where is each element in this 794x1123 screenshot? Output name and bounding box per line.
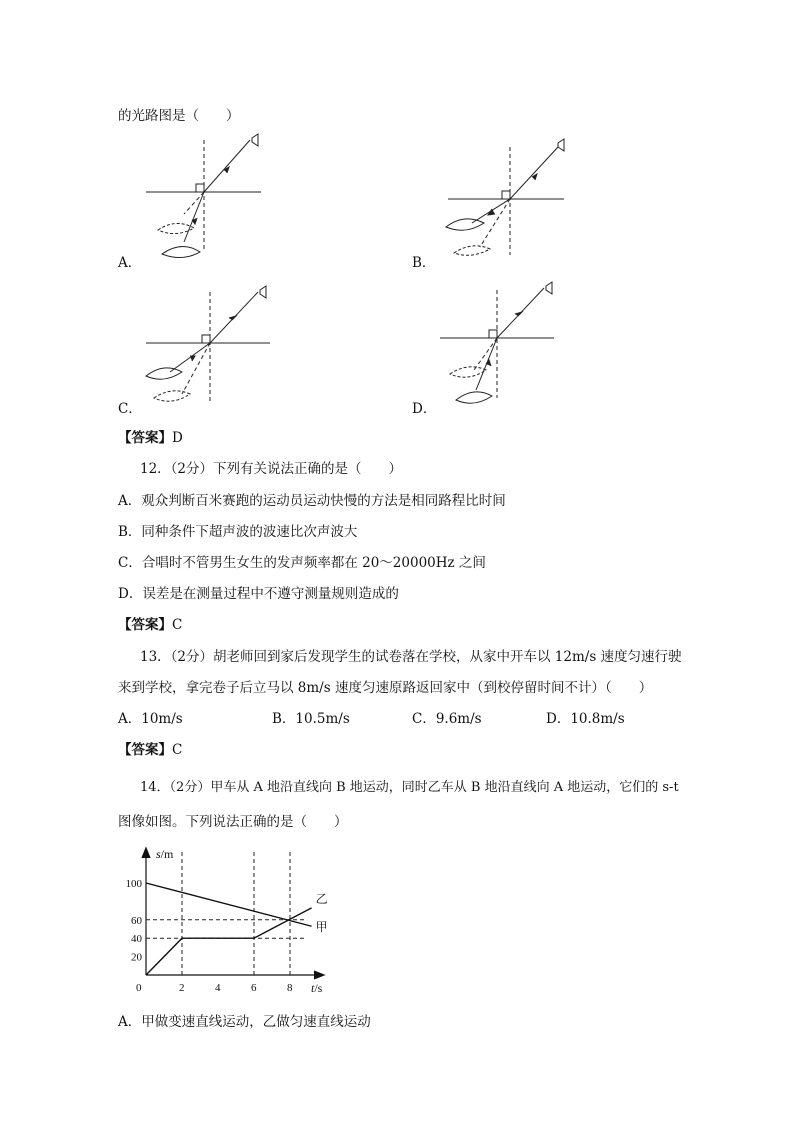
- q11-option-d-label: D．: [412, 401, 437, 417]
- q11-option-b-label: B．: [412, 255, 436, 271]
- q13-stem-line2: 来到学校，拿完卷子后立马以 8m/s 速度匀速原路返回家中（到校停留时间不计）（ ）: [118, 680, 653, 696]
- q14-option-a: A．甲做变速直线运动，乙做匀速直线运动: [118, 1014, 371, 1030]
- optics-diagram-c: [140, 280, 280, 410]
- answer-tag: 【答案】: [118, 617, 172, 633]
- q14-stem-line2: 图像如图。下列说法正确的是（ ）: [118, 814, 348, 830]
- answer-value: D: [172, 430, 183, 446]
- y-tick-label-20: 20: [131, 951, 142, 964]
- q13-answer: [118, 738, 182, 758]
- answer-tag: 【答案】: [118, 430, 172, 446]
- q11-stem-tail: 的光路图是（ ）: [118, 108, 240, 124]
- y-tick-label-40: 40: [131, 933, 142, 946]
- q11-option-c-label: C．: [118, 401, 142, 417]
- q12-answer: [118, 613, 182, 633]
- q13-option-b: B．10.5m/s: [272, 711, 350, 727]
- x-tick-label-8: 8: [287, 982, 293, 994]
- q13-option-a: A．10m/s: [118, 711, 183, 727]
- answer-value: C: [172, 617, 183, 633]
- q13-option-c: C．9.6m/s: [412, 711, 482, 727]
- answer-tag: 【答案】: [118, 742, 172, 758]
- q14-stem-line1: 14．（2分）甲车从 A 地沿直线向 B 地运动，同时乙车从 B 地沿直线向 A 地运动，它们的 s-t: [140, 780, 679, 795]
- optics-diagram-a: [140, 130, 280, 270]
- x-tick-label-4: 4: [215, 982, 221, 994]
- y-tick-label-100: 100: [125, 878, 142, 890]
- answer-value: C: [172, 742, 183, 758]
- optics-diagram-b: [440, 135, 580, 275]
- series-label-1: 乙: [315, 891, 328, 906]
- x-tick-label-6: 6: [251, 982, 257, 994]
- q12-option-a: A．观众判断百米赛跑的运动员运动快慢的方法是相同路程比时间: [118, 493, 506, 509]
- x-axis-label: t/s: [311, 981, 323, 995]
- series-line-1: [146, 908, 312, 975]
- q12-option-d: D．误差是在测量过程中不遵守测量规则造成的: [118, 586, 399, 602]
- q11-option-a-label: A．: [118, 255, 142, 271]
- y-tick-label-60: 60: [131, 914, 142, 927]
- q13-option-d: D．10.8m/s: [546, 711, 625, 727]
- st-graph: [118, 840, 328, 1000]
- x-tick-label-0: 0: [136, 982, 142, 994]
- optics-diagram-d: [432, 278, 572, 418]
- series-label-0: 甲: [315, 920, 328, 935]
- x-tick-label-2: 2: [179, 982, 185, 994]
- q12-option-b: B．同种条件下超声波的波速比次声波大: [118, 524, 358, 540]
- q11-answer: [118, 426, 183, 446]
- q13-stem-line1: 13．（2分）胡老师回到家后发现学生的试卷落在学校，从家中开车以 12m/s 速度匀速行驶: [140, 649, 682, 665]
- q12-option-c: C．合唱时不管男生女生的发声频率都在 20～20000Hz 之间: [118, 555, 486, 571]
- y-axis-label: s/m: [156, 847, 174, 861]
- q12-stem: 12．（2分）下列有关说法正确的是（ ）: [140, 461, 403, 477]
